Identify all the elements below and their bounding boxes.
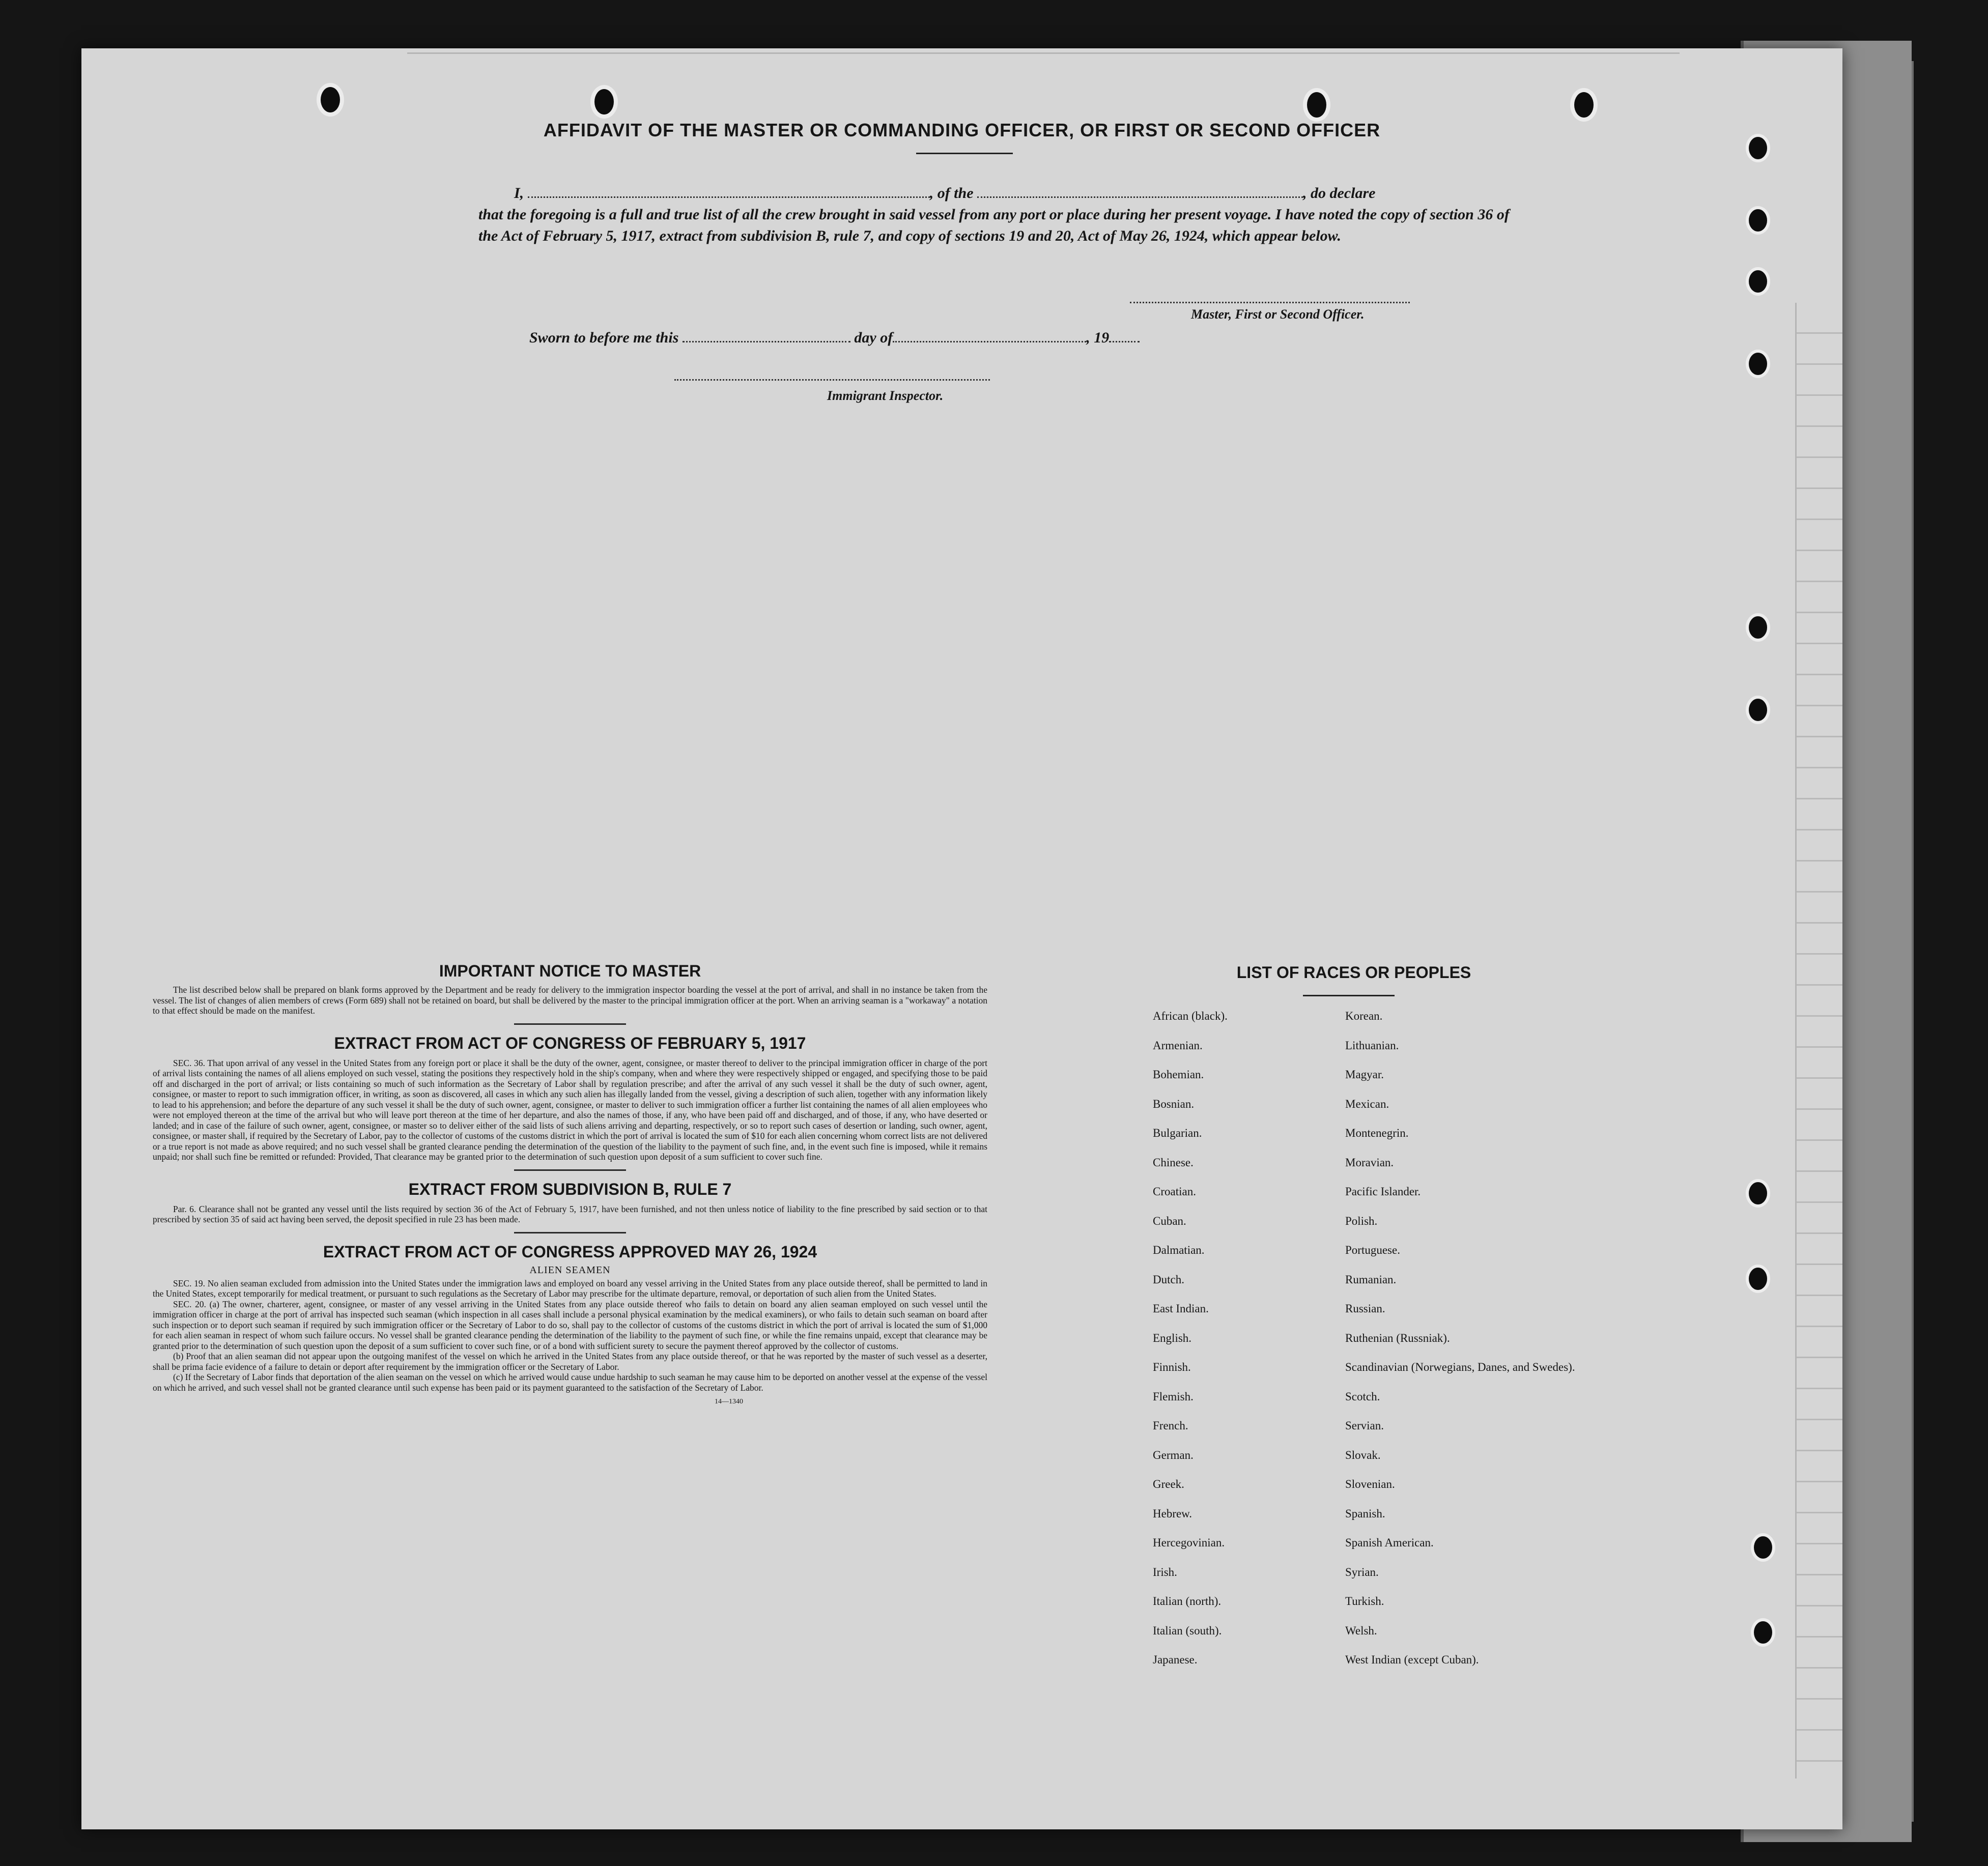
races-heading: LIST OF RACES OR PEOPLES <box>1236 963 1471 982</box>
race-item: East Indian. <box>1153 1302 1209 1315</box>
sworn-month-blank[interactable] <box>893 330 1086 342</box>
race-item: Armenian. <box>1153 1039 1203 1052</box>
race-item: Rumanian. <box>1345 1273 1397 1286</box>
rule7-text: Par. 6. Clearance shall not be granted any vessel until the lists required by section 36 of the Act of February 5, 1917, have been furnished, and not then unless notice of liability to the fine prescribed by said section or to that prescribed by section 35 of said act having been served, the deposit specified in rule 23 has been made. <box>153 1203 987 1224</box>
race-item: West Indian (except Cuban). <box>1345 1653 1479 1666</box>
sworn-year-blank[interactable] <box>1109 330 1140 342</box>
race-item: Ruthenian (Russniak). <box>1345 1331 1450 1344</box>
race-item: Japanese. <box>1153 1653 1198 1666</box>
bleed-through-rule <box>407 52 1680 54</box>
race-item: German. <box>1153 1448 1194 1461</box>
race-item: Dutch. <box>1153 1273 1184 1286</box>
alien-seamen-subheading: ALIEN SEAMEN <box>529 1264 611 1276</box>
race-item: Polish. <box>1345 1214 1378 1227</box>
punch-hole <box>1303 88 1330 122</box>
race-item: Spanish American. <box>1345 1536 1434 1549</box>
race-item: Bohemian. <box>1153 1068 1204 1081</box>
race-item: Russian. <box>1345 1302 1385 1315</box>
race-item: Turkish. <box>1345 1595 1384 1607</box>
race-item: Irish. <box>1153 1565 1177 1578</box>
binding-hole <box>1746 350 1770 378</box>
race-item: Montenegrin. <box>1345 1127 1409 1139</box>
races-column-2 <box>1345 1009 1589 1682</box>
punch-hole <box>1570 88 1598 122</box>
punch-hole <box>317 83 344 117</box>
declaration-lead: I, <box>514 185 524 202</box>
sworn-day-of: day of <box>854 329 893 346</box>
master-signature-line[interactable] <box>1130 302 1410 303</box>
sec20a-text: SEC. 20. (a) The owner, charterer, agent, consignee, or master of any vessel arriving in the United States from any place outside thereof who fails to detain on board any alien seaman employed on such vessel until the immigration officer in charge at the port of arrival has inspected such seaman (which inspection in all cases shall include a personal physical examination by the medical examiners), or who fails to detain such seaman on board after such inspection or to deport such seaman if required by such immigration officer or the Secretary of Labor to do so, shall pay to the collector of customs of the customs district in which the port of arrival is located the sum of $1,000 for each alien seaman in respect of whom such failure occurs. No vessel shall be granted clearance pending the determination of the liability to the payment of such fine, or while the fine remains unpaid, except that clearance may be granted prior to the determination of such question upon the deposit of a sum sufficient to cover such fine, or of a bond with sufficient surety to secure the payment thereof approved by the collector of customs. <box>153 1299 987 1351</box>
declaration-body: that the foregoing is a full and true list of all the crew brought in said vessel from any port or place during her present voyage. I have noted the copy of section 36 of the Act of February 5, 1917, extract from subdivision B, rule 7, and copy of sections 19 and 20, Act of May 26, 1924, which appear below. <box>478 206 1510 244</box>
bleed-through-ruled-lines <box>1795 303 1842 1778</box>
section-divider <box>514 1023 626 1025</box>
vessel-name-blank[interactable] <box>977 185 1303 198</box>
race-item: Italian (north). <box>1153 1595 1222 1607</box>
sworn-line <box>529 329 1140 347</box>
race-item: Dalmatian. <box>1153 1244 1205 1256</box>
section-divider <box>514 1232 626 1233</box>
document-page <box>81 48 1842 1829</box>
race-item: Bulgarian. <box>1153 1127 1202 1139</box>
sworn-prefix: Sworn to before me this <box>529 329 679 346</box>
binding-hole <box>1751 1533 1775 1562</box>
binding-hole <box>1746 613 1770 642</box>
race-item: Slovenian. <box>1345 1478 1395 1490</box>
race-item: Mexican. <box>1345 1097 1389 1110</box>
form-number: 14—1340 <box>715 1398 743 1405</box>
inspector-signature-line[interactable] <box>674 379 990 381</box>
race-item: Portuguese. <box>1345 1244 1400 1256</box>
binding-hole <box>1751 1618 1775 1647</box>
notice-heading: IMPORTANT NOTICE TO MASTER <box>439 962 701 980</box>
punch-hole <box>590 85 618 119</box>
extract-1917-text: SEC. 36. That upon arrival of any vessel in the United States from any foreign port or place it shall be the duty of the owner, agent, consignee, or master thereof to deliver to the principal immigration officer in charge of the port of arrival lists containing the names of all aliens employed on such vessel, stating the positions they respectively hold in the ship's company, when and where they were respectively shipped or engaged, and specifying those to be paid off and discharged in the port of arrival; or lists containing so much of such information as the Secretary of Labor shall by regulation prescribe; and after the arrival of any such vessel it shall be the duty of such owner, agent, consignee, or master to report to such immigration officer, in writing, as soon as discovered, all cases in which any such alien has illegally landed from the vessel, giving a description of such alien, together with any information likely to lead to his apprehension; and before the departure of any such vessel it shall be the duty of such owner, agent, consignee, or master to deliver to such immigration officer a further list containing the names of all alien employees who were not employed thereon at the time of the arrival but who will leave port thereon at the time of her departure, and also the names of those, if any, who have been paid off and discharged, and of those, if any, who have deserted or landed; and in case of the failure of such owner, agent, consignee, or master so to deliver either of the said lists of such aliens arriving and departing, respectively, or so to report such cases of desertion or landing, such owner, agent, consignee, or master shall, if required by the Secretary of Labor, pay to the collector of customs of the customs district in which the port of arrival is located the sum of $10 for each alien concerning whom correct lists are not delivered or a true report is not made as above required; and no such vessel shall be granted clearance pending the determination of the question of the liability to the payment of such fine, and, in the event such fine is imposed, while it remains unpaid; nor shall such fine be remitted or refunded: Provided, That clearance may be granted prior to the determination of such question upon deposit of a sum sufficient to cover such fine. <box>153 1057 987 1162</box>
master-name-blank[interactable] <box>528 185 930 198</box>
sworn-day-blank[interactable] <box>683 330 850 342</box>
race-item: English. <box>1153 1331 1192 1344</box>
race-item: Magyar. <box>1345 1068 1384 1081</box>
race-item: Scotch. <box>1345 1390 1380 1403</box>
binding-hole <box>1746 267 1770 296</box>
race-item: Servian. <box>1345 1419 1384 1432</box>
extract-1917-heading: EXTRACT FROM ACT OF CONGRESS OF FEBRUARY 5, 1917 <box>334 1034 806 1052</box>
race-item: French. <box>1153 1419 1188 1432</box>
extract-1924-heading: EXTRACT FROM ACT OF CONGRESS APPROVED MAY 26, 1924 <box>323 1242 817 1261</box>
binding-hole <box>1746 1179 1770 1208</box>
declaration-do-declare: , do declare <box>1303 185 1376 202</box>
race-item: Lithuanian. <box>1345 1039 1399 1052</box>
race-item: Spanish. <box>1345 1507 1385 1520</box>
race-item: Chinese. <box>1153 1156 1194 1169</box>
race-item: Syrian. <box>1345 1565 1379 1578</box>
race-item: Moravian. <box>1345 1156 1394 1169</box>
rule7-heading: EXTRACT FROM SUBDIVISION B, RULE 7 <box>408 1180 732 1198</box>
notice-text: The list described below shall be prepared on blank forms approved by the Department and be ready for delivery to the immigration inspector boarding the vessel at the port of arrival, and shall in no instance be taken from the vessel. The list of changes of alien members of crews (Form 689) shall not be retained on board, but shall be delivered by the master to the principal immigration officer at the port. When an arriving seaman is a "workaway" a notation to that effect should be made on the manifest. <box>153 985 987 1016</box>
race-item: Bosnian. <box>1153 1097 1195 1110</box>
race-item: Flemish. <box>1153 1390 1194 1403</box>
affidavit-declaration <box>478 183 1532 247</box>
race-item: Korean. <box>1345 1010 1383 1022</box>
binding-hole <box>1746 206 1770 235</box>
title-divider <box>916 153 1013 154</box>
races-column-1 <box>1153 1009 1336 1682</box>
affidavit-title: AFFIDAVIT OF THE MASTER OR COMMANDING OFFICER, OR FIRST OR SECOND OFFICER <box>543 120 1381 140</box>
binding-hole <box>1746 696 1770 724</box>
races-divider <box>1303 995 1395 996</box>
race-item: Pacific Islander. <box>1345 1185 1421 1198</box>
sec20c-text: (c) If the Secretary of Labor finds that deportation of the alien seaman on the vessel on which he arrived would cause undue hardship to such seaman he may cause him to be deported on another vessel at the expense of the vessel on which he arrived, and such vessel shall not be granted clearance until such expense has been paid or its payment guaranteed to the satisfaction of the Secretary of Labor. <box>153 1372 987 1393</box>
race-item: Hebrew. <box>1153 1507 1192 1520</box>
master-signature-caption: Master, First or Second Officer. <box>1191 307 1365 322</box>
race-item: Welsh. <box>1345 1624 1377 1637</box>
race-item: Scandinavian (Norwegians, Danes, and Swedes). <box>1345 1361 1575 1373</box>
race-item: Cuban. <box>1153 1214 1186 1227</box>
binding-hole <box>1746 1265 1770 1293</box>
sworn-year: , 19 <box>1086 329 1110 346</box>
race-item: Italian (south). <box>1153 1624 1222 1637</box>
inspector-caption: Immigrant Inspector. <box>827 388 944 403</box>
sec20b-text: (b) Proof that an alien seaman did not appear upon the outgoing manifest of the vessel on which he arrived in the United States from any place outside thereof, or that he was reported by the master of such vessel as a deserter, shall be prima facie evidence of a failure to detain or deport after requirement by the immigration officer or the Secretary of Labor. <box>153 1351 987 1372</box>
declaration-of-the: , of the <box>929 185 974 202</box>
race-item: Hercegovinian. <box>1153 1536 1225 1549</box>
section-divider <box>514 1169 626 1171</box>
legal-extracts <box>153 962 987 1406</box>
race-item: Slovak. <box>1345 1448 1381 1461</box>
race-item: Croatian. <box>1153 1185 1196 1198</box>
race-item: Finnish. <box>1153 1361 1191 1373</box>
declaration-first-line <box>478 183 1532 204</box>
sec19-text: SEC. 19. No alien seaman excluded from admission into the United States under the immigration laws and employed on board any vessel arriving in the United States from any place outside thereof, shall be permitted to land in the United States, except temporarily for medical treatment, or pursuant to such regulations as the Secretary of Labor may prescribe for the ultimate departure, removal, or deportation of such alien from the United States. <box>153 1278 987 1299</box>
race-item: African (black). <box>1153 1010 1228 1022</box>
race-item: Greek. <box>1153 1478 1184 1490</box>
